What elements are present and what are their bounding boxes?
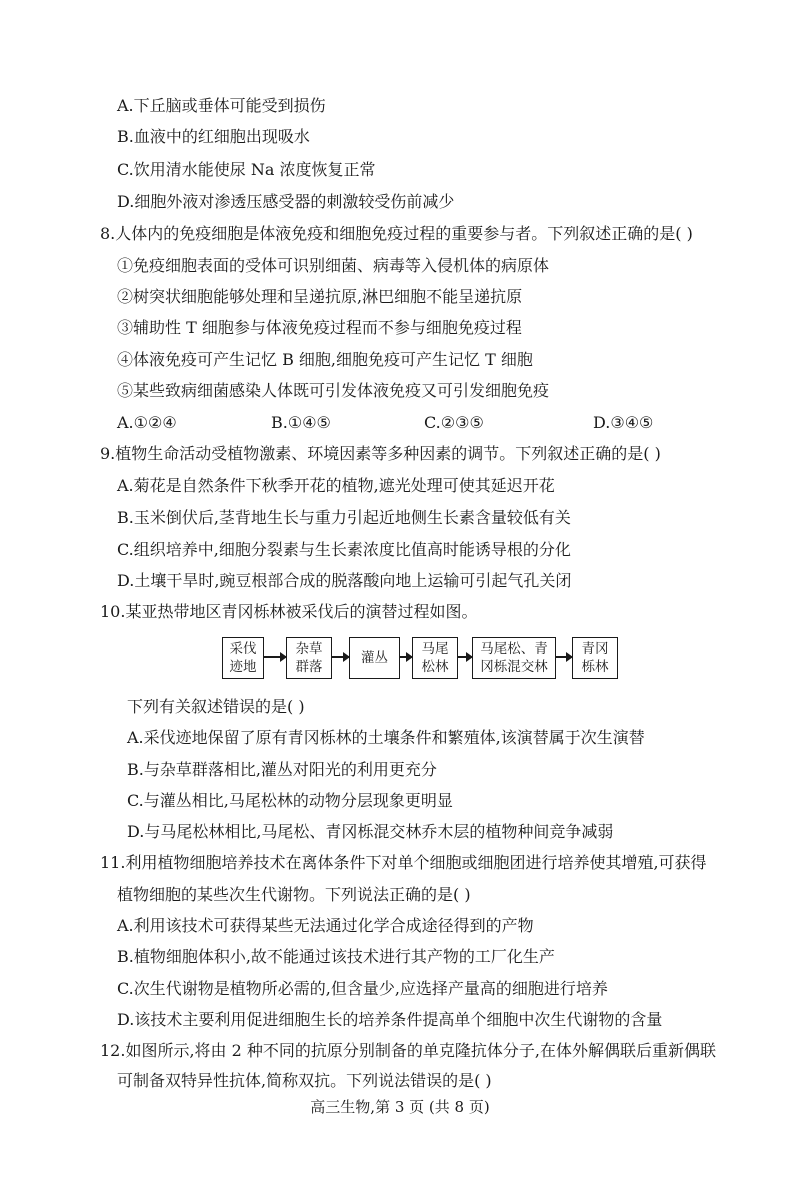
q8-options — [117, 413, 717, 433]
flow-arrow — [556, 656, 572, 658]
q11-stem-line2: 植物细胞的某些次生代谢物。下列说法正确的是( ) — [117, 885, 471, 904]
page-footer: 高三生物,第 3 页 (共 8 页) — [310, 1098, 490, 1116]
flow-box-mixed-forest — [472, 637, 556, 679]
q9-stem: 9.植物生命活动受植物激素、环境因素等多种因素的调节。下列叙述正确的是( ) — [100, 444, 661, 463]
q8-option-c: C.②③⑤ — [424, 413, 484, 432]
q9-option-b: B.玉米倒伏后,茎背地生长与重力引起近地侧生长素含量较低有关 — [117, 508, 571, 527]
q10-option-c: C.与灌丛相比,马尾松林的动物分层现象更明显 — [127, 791, 453, 810]
q11-option-a: A.利用该技术可获得某些无法通过化学合成途径得到的产物 — [117, 916, 534, 935]
q8-statement-3: ③辅助性 T 细胞参与体液免疫过程而不参与细胞免疫过程 — [117, 318, 522, 337]
q8-option-a: A.①②④ — [117, 413, 177, 432]
flow-box-label: 马尾 松林 — [421, 641, 449, 675]
q9-option-c: C.组织培养中,细胞分裂素与生长素浓度比值高时能诱导根的分化 — [117, 540, 571, 559]
q11-stem-line1: 11.利用植物细胞培养技术在离体条件下对单个细胞或细胞团进行培养使其增殖,可获得 — [100, 853, 707, 872]
q10-option-a: A.采伐迹地保留了原有青冈栎林的土壤条件和繁殖体,该演替属于次生演替 — [127, 728, 645, 747]
flow-arrow — [458, 656, 472, 658]
q7-option-a: A.下丘脑或垂体可能受到损伤 — [117, 96, 326, 115]
q11-option-c: C.次生代谢物是植物所必需的,但含量少,应选择产量高的细胞进行培养 — [117, 979, 608, 998]
q7-option-c: C.饮用清水能使尿 Na 浓度恢复正常 — [117, 160, 376, 179]
flow-box-oak-forest — [572, 637, 618, 679]
q11-option-d: D.该技术主要利用促进细胞生长的培养条件提高单个细胞中次生代谢物的含量 — [117, 1010, 663, 1029]
flow-arrow — [400, 656, 412, 658]
q10-question: 下列有关叙述错误的是( ) — [127, 697, 305, 716]
flow-box-label: 青冈 栎林 — [581, 641, 609, 675]
flow-box-logged-land — [222, 637, 264, 679]
q7-option-d: D.细胞外液对渗透压感受器的刺激较受伤前减少 — [117, 192, 455, 211]
flow-box-label: 灌丛 — [361, 650, 388, 666]
q8-option-d: D.③④⑤ — [593, 413, 654, 432]
flow-box-label: 马尾松、青 冈栎混交林 — [480, 641, 548, 675]
flow-box-label: 杂草 群落 — [295, 641, 323, 675]
q7-option-b: B.血液中的红细胞出现吸水 — [117, 127, 310, 146]
flow-arrow — [264, 656, 286, 658]
q10-option-b: B.与杂草群落相比,灌丛对阳光的利用更充分 — [127, 760, 437, 779]
q8-statement-1: ①免疫细胞表面的受体可识别细菌、病毒等入侵机体的病原体 — [117, 256, 550, 275]
q11-option-b: B.植物细胞体积小,故不能通过该技术进行其产物的工厂化生产 — [117, 947, 555, 966]
flow-box-weed-community — [286, 637, 332, 679]
q12-stem-line2: 可制备双特异性抗体,简称双抗。下列说法错误的是( ) — [117, 1071, 492, 1090]
flow-box-pine-forest — [412, 637, 458, 679]
q9-option-a: A.菊花是自然条件下秋季开花的植物,遮光处理可使其延迟开花 — [117, 476, 555, 495]
flow-box-shrub — [349, 637, 400, 679]
q12-stem-line1: 12.如图所示,将由 2 种不同的抗原分别制备的单克隆抗体分子,在体外解偶联后重新偶联 — [100, 1041, 716, 1060]
q9-option-d: D.土壤干旱时,豌豆根部合成的脱落酸向地上运输可引起气孔关闭 — [117, 571, 572, 590]
q8-statement-2: ②树突状细胞能够处理和呈递抗原,淋巴细胞不能呈递抗原 — [117, 287, 523, 306]
succession-diagram — [222, 634, 622, 684]
q8-statement-5: ⑤某些致病细菌感染人体既可引发体液免疫又可引发细胞免疫 — [117, 381, 550, 400]
q8-statement-4: ④体液免疫可产生记忆 B 细胞,细胞免疫可产生记忆 T 细胞 — [117, 350, 533, 369]
flow-box-label: 采伐 迹地 — [229, 641, 257, 675]
q10-option-d: D.与马尾松林相比,马尾松、青冈栎混交林乔木层的植物种间竞争减弱 — [127, 822, 614, 841]
q10-stem: 10.某亚热带地区青冈栎林被采伐后的演替过程如图。 — [100, 602, 478, 621]
q8-option-b: B.①④⑤ — [271, 413, 331, 432]
flow-arrow — [332, 656, 349, 658]
q8-stem: 8.人体内的免疫细胞是体液免疫和细胞免疫过程的重要参与者。下列叙述正确的是( ) — [100, 224, 693, 243]
